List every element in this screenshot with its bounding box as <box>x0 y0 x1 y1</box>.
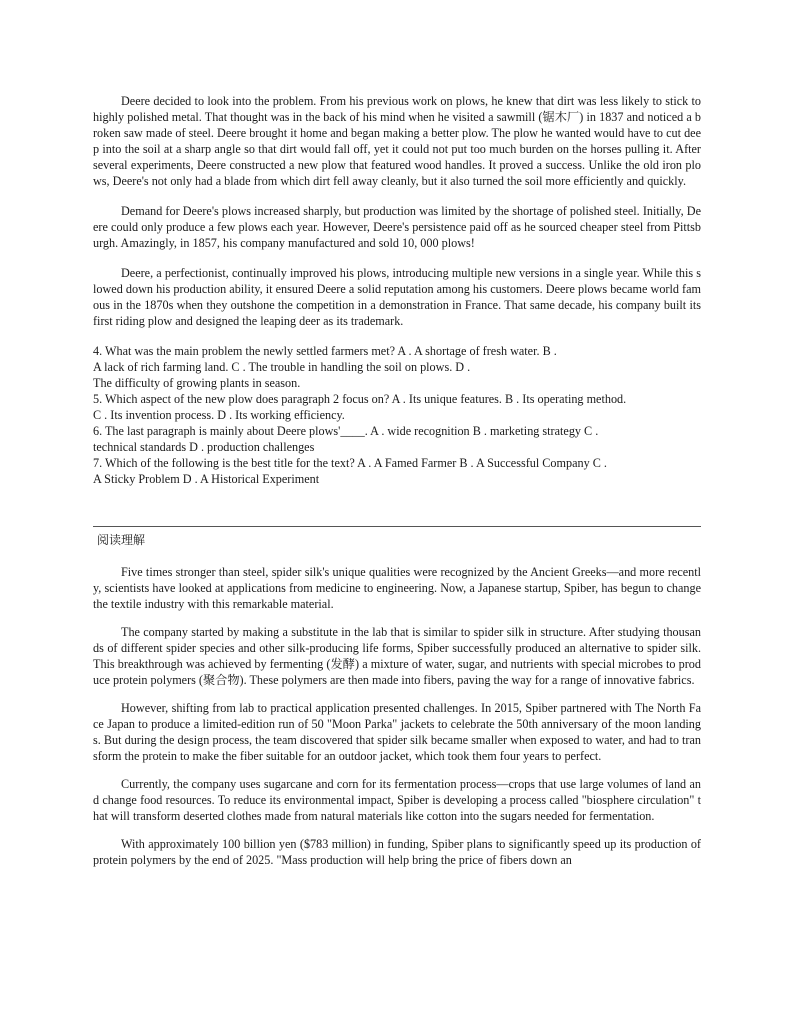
passage-two-paragraph: With approximately 100 billion yen ($783 million) in funding, Spiber plans to significantly speed up its production of protein polymers by the end of 2025. "Mass production will help bring the price of fibers down an <box>93 837 701 867</box>
question-list <box>93 343 701 487</box>
passage-one <box>93 93 701 487</box>
passage-two-paragraph: Five times stronger than steel, spider silk's unique qualities were recognized by the Ancient Greeks—and more recently, scientists have looked at applications from medicine to engineering. Now, a Japanese startup, Spiber, has begun to change the textile industry with this remarkable material. <box>93 565 701 611</box>
passage-one-paragraph: Deere decided to look into the problem. From his previous work on plows, he knew that dirt was less likely to stick to highly polished metal. That thought was in the back of his mind when he visited a sawmill (锯木厂) in 1837 and noticed a broken saw made of steel. Deere brought it home and began making a better plow. The plow he wanted would have to cut deep into the soil at a sharp angle so that dirt would fall off, yet it could not put too much burden on the horses pulling it. After several experiments, Deere constructed a new plow that featured wood handles. It proved a success. Unlike the old iron plows, Deere's not only had a blade from which dirt fell away cleanly, but it also turned the soil more efficiently and quickly. <box>93 94 701 188</box>
question-line: A lack of rich farming land. C . The trouble in handling the soil on plows. D . <box>93 360 471 374</box>
question-line: 6. The last paragraph is mainly about Deere plows'____. A . wide recognition B . marketing strategy C . <box>93 424 599 438</box>
question-line: 4. What was the main problem the newly settled farmers met? A . A shortage of fresh water. B . <box>93 344 557 358</box>
question-line: A Sticky Problem D . A Historical Experiment <box>93 472 320 486</box>
question-line: 7. Which of the following is the best title for the text? A . A Famed Farmer B . A Successful Company C . <box>93 456 607 470</box>
passage-one-paragraph: Deere, a perfectionist, continually improved his plows, introducing multiple new versions in a single year. While this slowed down his production ability, it ensured Deere a solid reputation among his customers. Deere plows became world famous in the 1870s when they outshone the competition in a demonstration in France. That same decade, his company built its first riding plow and designed the leaping deer as its trademark. <box>93 266 701 328</box>
section-title: 阅读理解 <box>97 533 146 547</box>
passage-two <box>93 531 701 880</box>
passage-two-paragraph: However, shifting from lab to practical application presented challenges. In 2015, Spiber partnered with The North Face Japan to produce a limited-edition run of 50 "Moon Parka" jackets to celebrate the 50th anniversary of the moon landings. But during the design process, the team discovered that spider silk became smaller when exposed to water, and had to transform the protein to make the fiber suitable for an outdoor jacket, which took them four years to perfect. <box>93 701 701 763</box>
section-divider <box>93 526 701 527</box>
passage-two-paragraph: The company started by making a substitute in the lab that is similar to spider silk in structure. After studying thousands of different spider species and other silk-producing life forms, Spiber successfully produced an alternative to spider silk. This breakthrough was achieved by fermenting (发酵) a mixture of water, sugar, and nutrients with special microbes to produce protein polymers (聚合物). These polymers are then made into fibers, paving the way for a range of innovative fabrics. <box>93 625 701 687</box>
question-line: technical standards D . production challenges <box>93 440 315 454</box>
question-line: The difficulty of growing plants in season. <box>93 376 301 390</box>
passage-two-paragraph: Currently, the company uses sugarcane and corn for its fermentation process—crops that use large volumes of land and change food resources. To reduce its environmental impact, Spiber is developing a process called "biosphere circulation" that will transform deserted clothes made from natural materials like cotton into the sugars needed for fermentation. <box>93 777 701 823</box>
passage-one-paragraph: Demand for Deere's plows increased sharply, but production was limited by the shortage of polished steel. Initially, Deere could only produce a few plows each year. However, Deere's persistence paid off as he sourced cheaper steel from Pittsburgh. Amazingly, in 1857, his company manufactured and sold 10, 000 plows! <box>93 204 701 250</box>
question-line: 5. Which aspect of the new plow does paragraph 2 focus on? A . Its unique features. B . Its operating method. <box>93 392 627 406</box>
question-line: C . Its invention process. D . Its working efficiency. <box>93 408 345 422</box>
